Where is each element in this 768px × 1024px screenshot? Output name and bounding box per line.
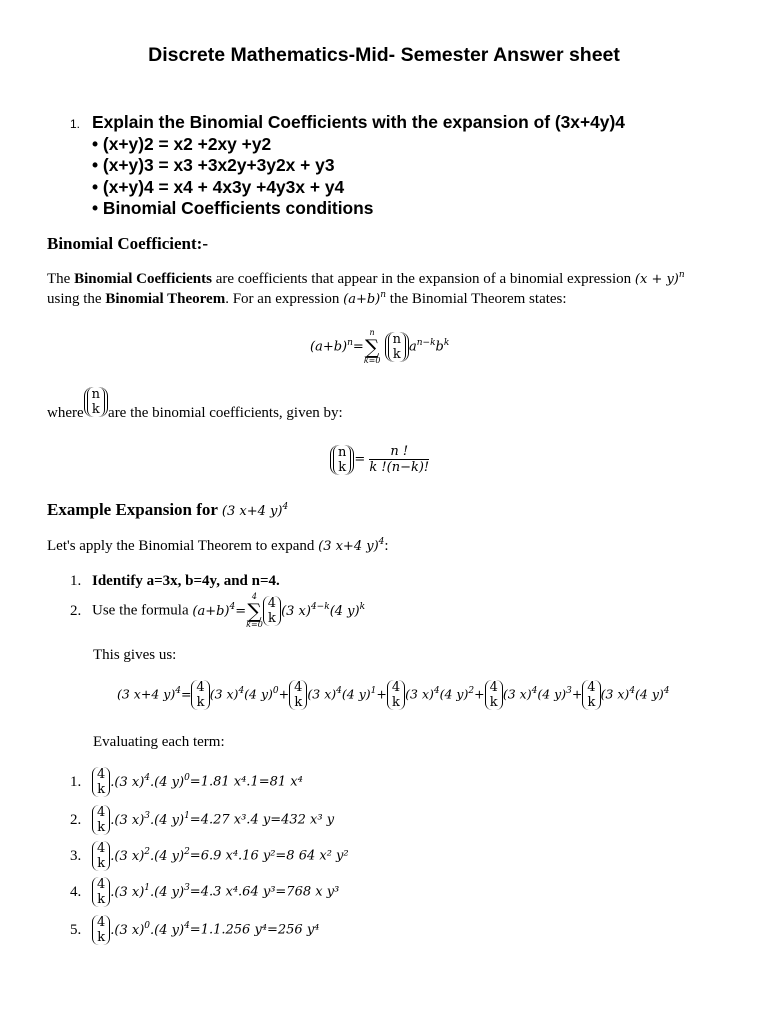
where-line: where n k are the binomial coefficients, given by:	[47, 387, 343, 422]
step-item: 2. Use the formula $(a+b)^4=$ 4 ∑ k=0 4 k (3 x)$^{4-k}$(4 y)$^k$	[70, 592, 366, 629]
math-inline: $(x + y)^n$	[634, 270, 685, 287]
question-number: 1.	[70, 117, 81, 131]
question-bullet: • (x+y)3 = x3 +3x2y+3y2x + y3	[92, 155, 335, 176]
question-bullet: • Binomial Coefficients conditions	[92, 198, 374, 219]
intro-line: Let's apply the Binomial Theorem to expand (3 x+4 y)$^4$:	[47, 537, 389, 554]
step-item: 1. Identify a=3x, b=4y, and n=4.	[70, 573, 280, 589]
evaluated-term: 4. 4 k .(3 x)$^1$.(4 y)$^3$=4.3 x⁴.64 y³=768 x y³	[70, 877, 340, 907]
evaluated-term: 1. 4 k .(3 x)$^4$.(4 y)$^0$=1.81 x⁴.1=81 x⁴	[70, 767, 303, 797]
question-block	[70, 112, 625, 220]
binomial-symbol: n k	[84, 387, 108, 417]
evaluated-term: 3. 4 k .(3 x)$^2$.(4 y)$^2$=6.9 x⁴.16 y²=8 64 x² y²	[70, 841, 349, 871]
binomial-theorem-formula: $(a+b)^n=$ n ∑ k=0 n k $a^{n-k}b^k$	[310, 328, 450, 365]
binomial-coefficient-formula: n k = $\frac{n !}{k !(n-k)!}$	[330, 444, 429, 475]
gives-line: This gives us:	[93, 647, 177, 663]
question-bullet: • (x+y)4 = x4 + 4x3y +4y3x + y4	[92, 176, 345, 197]
section-heading-example: Example Expansion for (3 x+4 y)$^4$	[47, 500, 289, 519]
paragraph-line-1: The Binomial Coefficients are coefficients that appear in the expansion of a binomial expression $(x + y)^n$	[47, 270, 685, 287]
evaluated-term: 2. 4 k .(3 x)$^3$.(4 y)$^1$=4.27 x³.4 y=432 x³ y	[70, 805, 335, 835]
document-title: Discrete Mathematics-Mid- Semester Answer sheet	[148, 44, 620, 66]
question-title: Explain the Binomial Coefficients with the expansion of (3x+4y)4	[92, 112, 625, 132]
full-expansion-formula: (3 x+4 y)$^4$= 4 k (3 x)$^4$(4 y)$^0$+ 4 k (3 x)$^4$(4 y)$^1$+ 4 k (3 x)$^4$(4 y)$^2$+ 4 k (3 x)$^4$(4 y)$^3$+ 4 k (3 x)$^4$(4 y)$^4$	[117, 680, 670, 710]
section-heading-binomial-coefficient: Binomial Coefficient:-	[47, 234, 208, 253]
evaluated-term: 5. 4 k .(3 x)$^0$.(4 y)$^4$=1.1.256 y⁴=256 y⁴	[70, 915, 320, 945]
evaluating-line: Evaluating each term:	[93, 734, 225, 750]
paragraph-line-2: using the Binomial Theorem. For an expression $(a+b)^n$ the Binomial Theorem states:	[47, 290, 567, 307]
math-inline: $(a+b)^n$	[343, 290, 387, 307]
question-bullet: • (x+y)2 = x2 +2xy +y2	[92, 133, 272, 154]
